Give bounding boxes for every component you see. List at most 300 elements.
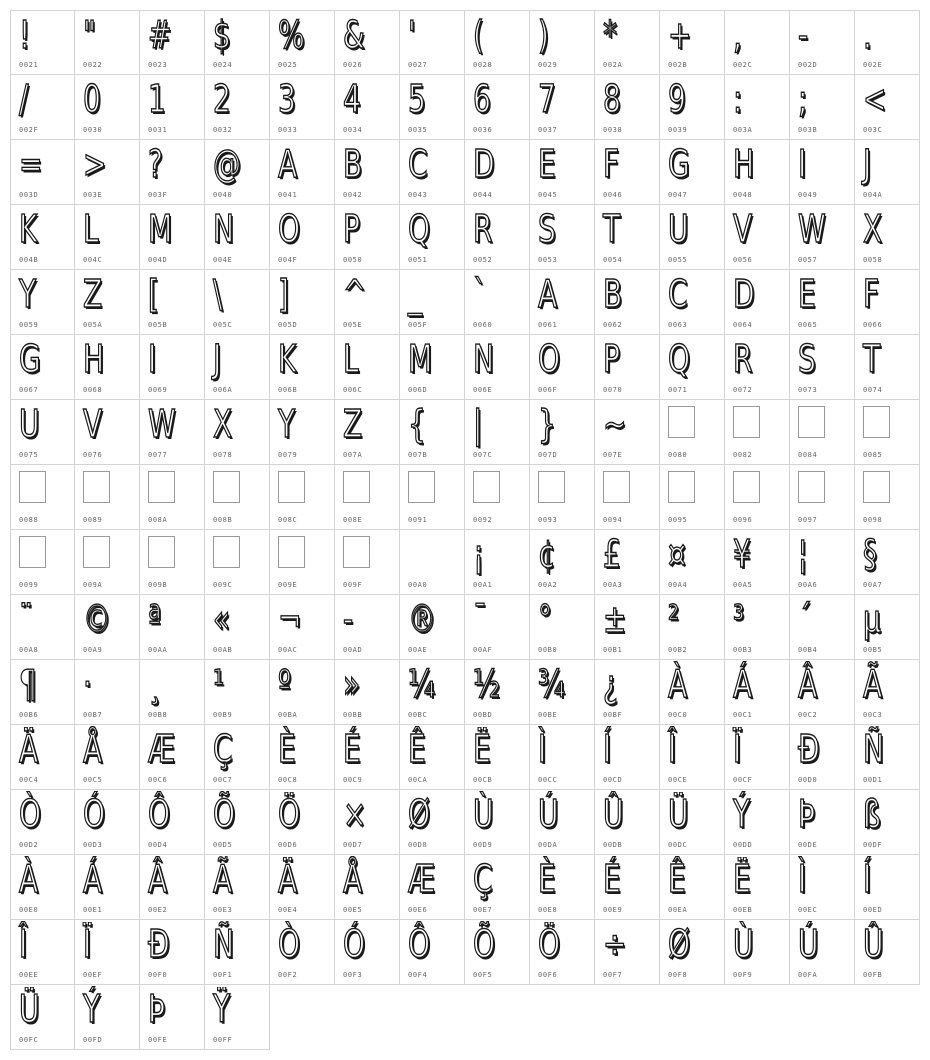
glyph-char: T bbox=[863, 337, 881, 381]
glyph-char: + bbox=[668, 13, 692, 57]
missing-glyph-box bbox=[863, 406, 890, 438]
glyph-cell bbox=[335, 10, 400, 75]
glyph-code: 00AE bbox=[408, 646, 428, 654]
glyph-cell bbox=[10, 205, 75, 270]
glyph-char: - bbox=[798, 13, 809, 57]
glyph-cell bbox=[790, 75, 855, 140]
glyph-cell bbox=[530, 335, 595, 400]
glyph-code: 0021 bbox=[19, 61, 39, 69]
glyph-cell bbox=[465, 75, 530, 140]
glyph-char: O bbox=[538, 337, 561, 381]
glyph-code: 00CF bbox=[733, 776, 753, 784]
glyph-code: 002C bbox=[733, 61, 753, 69]
glyph-cell bbox=[660, 595, 725, 660]
missing-glyph-box bbox=[538, 471, 565, 503]
glyph-cell bbox=[140, 270, 205, 335]
glyph-code: 0089 bbox=[83, 516, 103, 524]
glyph-char: ® bbox=[408, 597, 437, 641]
glyph-code: 00DE bbox=[798, 841, 818, 849]
glyph-cell bbox=[465, 595, 530, 660]
glyph-code: 0052 bbox=[473, 256, 493, 264]
glyph-code: 0045 bbox=[538, 191, 558, 199]
glyph-code: 00CD bbox=[603, 776, 623, 784]
glyph-cell bbox=[140, 595, 205, 660]
glyph-code: 0071 bbox=[668, 386, 688, 394]
glyph-code: 0068 bbox=[83, 386, 103, 394]
glyph-code: 009E bbox=[278, 581, 298, 589]
glyph-cell bbox=[75, 205, 140, 270]
glyph-code: 008C bbox=[278, 516, 298, 524]
glyph-cell bbox=[660, 10, 725, 75]
glyph-cell bbox=[595, 270, 660, 335]
glyph-char: $ bbox=[213, 13, 231, 57]
glyph-char: ¾ bbox=[538, 662, 566, 706]
glyph-code: 00E9 bbox=[603, 906, 623, 914]
glyph-cell bbox=[660, 205, 725, 270]
glyph-code: 0058 bbox=[863, 256, 883, 264]
glyph-code: 0076 bbox=[83, 451, 103, 459]
glyph-code: 003A bbox=[733, 126, 753, 134]
glyph-cell bbox=[790, 595, 855, 660]
glyph-char: ¥ bbox=[733, 532, 751, 576]
glyph-code: 0032 bbox=[213, 126, 233, 134]
glyph-code: 0064 bbox=[733, 321, 753, 329]
glyph-code: 0039 bbox=[668, 126, 688, 134]
glyph-cell bbox=[530, 270, 595, 335]
glyph-cell bbox=[10, 855, 75, 920]
glyph-cell bbox=[400, 335, 465, 400]
glyph-char: G bbox=[668, 142, 690, 186]
glyph-code: 008A bbox=[148, 516, 168, 524]
glyph-char: H bbox=[733, 142, 755, 186]
glyph-char: _ bbox=[408, 272, 423, 316]
missing-glyph-box bbox=[83, 471, 110, 503]
glyph-code: 0034 bbox=[343, 126, 363, 134]
glyph-char: Ò bbox=[278, 922, 301, 966]
glyph-char: É bbox=[343, 727, 361, 771]
glyph-cell bbox=[790, 465, 855, 530]
glyph-cell bbox=[205, 660, 270, 725]
glyph-cell bbox=[205, 985, 270, 1050]
glyph-char: { bbox=[408, 402, 426, 446]
glyph-char: Ê bbox=[668, 857, 686, 901]
glyph-cell bbox=[400, 270, 465, 335]
glyph-char: S bbox=[538, 207, 556, 251]
missing-glyph-box bbox=[473, 471, 500, 503]
glyph-char: 2 bbox=[213, 77, 231, 121]
glyph-code: 00DA bbox=[538, 841, 558, 849]
glyph-char: Î bbox=[19, 922, 28, 966]
glyph-cell bbox=[140, 75, 205, 140]
glyph-cell bbox=[75, 75, 140, 140]
glyph-char: D bbox=[733, 272, 755, 316]
glyph-char: ÷ bbox=[603, 922, 627, 966]
glyph-cell bbox=[790, 205, 855, 270]
glyph-char: " bbox=[83, 13, 96, 57]
glyph-char: ¨ bbox=[19, 597, 34, 641]
glyph-code: 006A bbox=[213, 386, 233, 394]
glyph-code: 00C0 bbox=[668, 711, 688, 719]
glyph-cell bbox=[10, 400, 75, 465]
glyph-char: À bbox=[668, 662, 688, 706]
glyph-cell bbox=[270, 205, 335, 270]
glyph-cell bbox=[660, 75, 725, 140]
glyph-code: 00C2 bbox=[798, 711, 818, 719]
glyph-char: C bbox=[408, 142, 428, 186]
glyph-cell bbox=[725, 140, 790, 205]
glyph-code: 008E bbox=[343, 516, 363, 524]
glyph-char: * bbox=[603, 13, 618, 57]
glyph-cell bbox=[855, 75, 920, 140]
glyph-cell bbox=[465, 920, 530, 985]
glyph-code: 0026 bbox=[343, 61, 363, 69]
glyph-code: 0038 bbox=[603, 126, 623, 134]
glyph-char: , bbox=[733, 13, 742, 57]
glyph-char: E bbox=[538, 142, 556, 186]
glyph-code: 0047 bbox=[668, 191, 688, 199]
glyph-cell bbox=[140, 530, 205, 595]
glyph-code: 00A0 bbox=[408, 581, 428, 589]
glyph-code: 0097 bbox=[798, 516, 818, 524]
glyph-cell bbox=[595, 400, 660, 465]
glyph-char: « bbox=[213, 597, 231, 641]
glyph-cell bbox=[335, 140, 400, 205]
glyph-char: Ö bbox=[278, 792, 301, 836]
glyph-cell bbox=[790, 920, 855, 985]
glyph-code: 00FA bbox=[798, 971, 818, 979]
glyph-code: 00AB bbox=[213, 646, 233, 654]
glyph-cell bbox=[10, 660, 75, 725]
glyph-cell bbox=[400, 140, 465, 205]
glyph-char: H bbox=[83, 337, 105, 381]
glyph-cell bbox=[10, 75, 75, 140]
glyph-char: P bbox=[603, 337, 620, 381]
glyph-code: 0044 bbox=[473, 191, 493, 199]
glyph-char: º bbox=[278, 662, 292, 706]
glyph-cell bbox=[855, 270, 920, 335]
glyph-code: 0040 bbox=[213, 191, 233, 199]
glyph-cell bbox=[855, 595, 920, 660]
missing-glyph-box bbox=[19, 471, 46, 503]
glyph-cell bbox=[335, 335, 400, 400]
glyph-char: & bbox=[343, 13, 365, 57]
glyph-code: 0054 bbox=[603, 256, 623, 264]
glyph-cell bbox=[790, 335, 855, 400]
glyph-cell bbox=[855, 660, 920, 725]
glyph-char: F bbox=[603, 142, 620, 186]
glyph-char: L bbox=[83, 207, 99, 251]
glyph-code: 00B4 bbox=[798, 646, 818, 654]
glyph-code: 0059 bbox=[19, 321, 39, 329]
glyph-char: I bbox=[798, 142, 807, 186]
glyph-char: ¤ bbox=[668, 532, 686, 576]
glyph-cell bbox=[725, 595, 790, 660]
missing-glyph-box bbox=[278, 536, 305, 568]
glyph-cell bbox=[660, 400, 725, 465]
glyph-code: 0062 bbox=[603, 321, 623, 329]
glyph-code: 00C3 bbox=[863, 711, 883, 719]
glyph-char: ß bbox=[863, 792, 881, 836]
glyph-char: Ã bbox=[213, 857, 233, 901]
glyph-code: 00AA bbox=[148, 646, 168, 654]
glyph-code: 00A2 bbox=[538, 581, 558, 589]
glyph-char: ¡ bbox=[473, 532, 485, 576]
glyph-cell bbox=[855, 10, 920, 75]
glyph-char: Æ bbox=[148, 727, 176, 771]
glyph-char: Y bbox=[19, 272, 37, 316]
glyph-cell bbox=[595, 790, 660, 855]
glyph-cell bbox=[335, 790, 400, 855]
glyph-code: 0061 bbox=[538, 321, 558, 329]
glyph-cell bbox=[335, 920, 400, 985]
glyph-cell bbox=[465, 725, 530, 790]
glyph-cell bbox=[790, 530, 855, 595]
glyph-cell bbox=[10, 10, 75, 75]
glyph-char: Ý bbox=[83, 987, 101, 1031]
glyph-char: ' bbox=[408, 13, 416, 57]
glyph-code: 0046 bbox=[603, 191, 623, 199]
glyph-code: 0024 bbox=[213, 61, 233, 69]
glyph-cell bbox=[270, 920, 335, 985]
glyph-cell bbox=[725, 400, 790, 465]
glyph-cell bbox=[595, 920, 660, 985]
glyph-char: § bbox=[863, 532, 878, 576]
glyph-cell bbox=[205, 790, 270, 855]
glyph-code: 008B bbox=[213, 516, 233, 524]
glyph-code: 00CE bbox=[668, 776, 688, 784]
glyph-cell bbox=[465, 140, 530, 205]
glyph-char: K bbox=[278, 337, 297, 381]
glyph-char: | bbox=[473, 402, 483, 446]
glyph-code: 003E bbox=[83, 191, 103, 199]
glyph-cell bbox=[270, 270, 335, 335]
glyph-code: 0093 bbox=[538, 516, 558, 524]
glyph-cell bbox=[725, 790, 790, 855]
glyph-code: 00AD bbox=[343, 646, 363, 654]
glyph-char: Ý bbox=[733, 792, 751, 836]
glyph-char: Ì bbox=[798, 857, 807, 901]
glyph-char: £ bbox=[603, 532, 621, 576]
glyph-char: ` bbox=[473, 272, 488, 316]
glyph-cell bbox=[725, 75, 790, 140]
glyph-char: X bbox=[863, 207, 883, 251]
glyph-char: A bbox=[278, 142, 298, 186]
glyph-code: 003F bbox=[148, 191, 168, 199]
glyph-code: 0023 bbox=[148, 61, 168, 69]
glyph-cell bbox=[790, 725, 855, 790]
glyph-char: Â bbox=[798, 662, 818, 706]
glyph-cell bbox=[205, 205, 270, 270]
glyph-cell bbox=[400, 75, 465, 140]
glyph-cell bbox=[75, 920, 140, 985]
glyph-code: 0088 bbox=[19, 516, 39, 524]
glyph-char: Ð bbox=[798, 727, 820, 771]
glyph-code: 00DC bbox=[668, 841, 688, 849]
glyph-char: = bbox=[19, 142, 43, 186]
glyph-cell bbox=[205, 400, 270, 465]
glyph-cell bbox=[595, 725, 660, 790]
glyph-char: ¯ bbox=[473, 597, 488, 641]
glyph-char: M bbox=[408, 337, 433, 381]
glyph-char: P bbox=[343, 207, 360, 251]
glyph-cell bbox=[140, 140, 205, 205]
glyph-cell bbox=[855, 465, 920, 530]
missing-glyph-box bbox=[408, 471, 435, 503]
glyph-code: 00EA bbox=[668, 906, 688, 914]
glyph-cell bbox=[335, 595, 400, 660]
glyph-code: 00EF bbox=[83, 971, 103, 979]
glyph-code: 0056 bbox=[733, 256, 753, 264]
glyph-code: 003C bbox=[863, 126, 883, 134]
glyph-cell bbox=[400, 660, 465, 725]
glyph-code: 0066 bbox=[863, 321, 883, 329]
glyph-code: 0072 bbox=[733, 386, 753, 394]
glyph-cell bbox=[140, 725, 205, 790]
glyph-cell bbox=[400, 855, 465, 920]
glyph-code: 00F5 bbox=[473, 971, 493, 979]
glyph-code: 00BA bbox=[278, 711, 298, 719]
glyph-cell bbox=[75, 530, 140, 595]
glyph-char: Æ bbox=[408, 857, 436, 901]
glyph-char: Õ bbox=[213, 792, 236, 836]
glyph-cell bbox=[205, 75, 270, 140]
glyph-code: 0025 bbox=[278, 61, 298, 69]
missing-glyph-box bbox=[19, 536, 46, 568]
glyph-cell bbox=[205, 855, 270, 920]
glyph-cell bbox=[400, 530, 465, 595]
glyph-char: À bbox=[19, 857, 39, 901]
missing-glyph-box bbox=[798, 406, 825, 438]
glyph-char: Ô bbox=[408, 922, 431, 966]
glyph-char: @ bbox=[213, 142, 242, 186]
glyph-char: ] bbox=[278, 272, 289, 316]
glyph-code: 004C bbox=[83, 256, 103, 264]
glyph-char: T bbox=[603, 207, 621, 251]
glyph-char: Ú bbox=[798, 922, 819, 966]
glyph-cell bbox=[725, 270, 790, 335]
glyph-cell bbox=[530, 400, 595, 465]
glyph-char: ¢ bbox=[538, 532, 556, 576]
glyph-code: 007B bbox=[408, 451, 428, 459]
glyph-cell bbox=[660, 725, 725, 790]
glyph-code: 00DD bbox=[733, 841, 753, 849]
glyph-code: 00A8 bbox=[19, 646, 39, 654]
glyph-char: U bbox=[668, 207, 689, 251]
glyph-char: L bbox=[343, 337, 359, 381]
glyph-cell bbox=[855, 725, 920, 790]
glyph-code: 007E bbox=[603, 451, 623, 459]
glyph-char: 8 bbox=[603, 77, 621, 121]
glyph-char: Â bbox=[148, 857, 168, 901]
glyph-cell bbox=[855, 140, 920, 205]
glyph-cell bbox=[530, 75, 595, 140]
glyph-cell bbox=[400, 920, 465, 985]
glyph-cell bbox=[725, 725, 790, 790]
glyph-cell bbox=[270, 335, 335, 400]
glyph-code: 00F2 bbox=[278, 971, 298, 979]
glyph-char: E bbox=[798, 272, 816, 316]
missing-glyph-box bbox=[278, 471, 305, 503]
glyph-code: 00FF bbox=[213, 1036, 233, 1044]
glyph-code: 0022 bbox=[83, 61, 103, 69]
glyph-cell bbox=[140, 985, 205, 1050]
glyph-char: C bbox=[668, 272, 688, 316]
glyph-char: 0 bbox=[83, 77, 101, 121]
missing-glyph-box bbox=[798, 471, 825, 503]
glyph-char: Þ bbox=[798, 792, 815, 836]
glyph-code: 0057 bbox=[798, 256, 818, 264]
glyph-code: 00B7 bbox=[83, 711, 103, 719]
glyph-char: % bbox=[278, 13, 305, 57]
glyph-char: Ó bbox=[343, 922, 366, 966]
glyph-char: ¬ bbox=[278, 597, 302, 641]
glyph-char: Á bbox=[733, 662, 753, 706]
glyph-code: 00A3 bbox=[603, 581, 623, 589]
glyph-char: O bbox=[278, 207, 301, 251]
glyph-char: ¦ bbox=[798, 532, 808, 576]
glyph-code: 00C5 bbox=[83, 776, 103, 784]
glyph-char: Ù bbox=[733, 922, 754, 966]
glyph-cell bbox=[465, 400, 530, 465]
glyph-cell bbox=[725, 10, 790, 75]
glyph-code: 00A1 bbox=[473, 581, 493, 589]
glyph-char: ½ bbox=[473, 662, 501, 706]
glyph-code: 00BC bbox=[408, 711, 428, 719]
glyph-code: 00DB bbox=[603, 841, 623, 849]
glyph-code: 0028 bbox=[473, 61, 493, 69]
glyph-cell bbox=[530, 140, 595, 205]
glyph-cell bbox=[530, 855, 595, 920]
glyph-cell bbox=[10, 985, 75, 1050]
glyph-cell bbox=[205, 335, 270, 400]
glyph-code: 0049 bbox=[798, 191, 818, 199]
glyph-code: 004A bbox=[863, 191, 883, 199]
glyph-char: × bbox=[343, 792, 367, 836]
glyph-code: 0030 bbox=[83, 126, 103, 134]
glyph-cell bbox=[595, 595, 660, 660]
glyph-cell bbox=[140, 335, 205, 400]
glyph-code: 00B5 bbox=[863, 646, 883, 654]
glyph-char: È bbox=[538, 857, 556, 901]
glyph-cell bbox=[790, 400, 855, 465]
glyph-cell bbox=[140, 920, 205, 985]
glyph-code: 00D3 bbox=[83, 841, 103, 849]
glyph-code: 00D2 bbox=[19, 841, 39, 849]
glyph-char: Ñ bbox=[213, 922, 234, 966]
glyph-code: 00BB bbox=[343, 711, 363, 719]
glyph-code: 002A bbox=[603, 61, 623, 69]
glyph-char: J bbox=[213, 337, 222, 381]
glyph-cell bbox=[660, 465, 725, 530]
glyph-code: 00A5 bbox=[733, 581, 753, 589]
glyph-code: 00EB bbox=[733, 906, 753, 914]
glyph-char: M bbox=[148, 207, 173, 251]
glyph-code: 0065 bbox=[798, 321, 818, 329]
glyph-cell bbox=[465, 530, 530, 595]
glyph-code: 002B bbox=[668, 61, 688, 69]
glyph-char: N bbox=[213, 207, 234, 251]
glyph-char: ¸ bbox=[148, 662, 163, 706]
glyph-char: Ã bbox=[863, 662, 883, 706]
glyph-code: 005C bbox=[213, 321, 233, 329]
glyph-cell bbox=[660, 530, 725, 595]
glyph-code: 00E1 bbox=[83, 906, 103, 914]
glyph-code: 00CA bbox=[408, 776, 428, 784]
glyph-code: 0027 bbox=[408, 61, 428, 69]
glyph-char: ( bbox=[473, 13, 484, 57]
glyph-code: 00CC bbox=[538, 776, 558, 784]
glyph-code: 00E8 bbox=[538, 906, 558, 914]
